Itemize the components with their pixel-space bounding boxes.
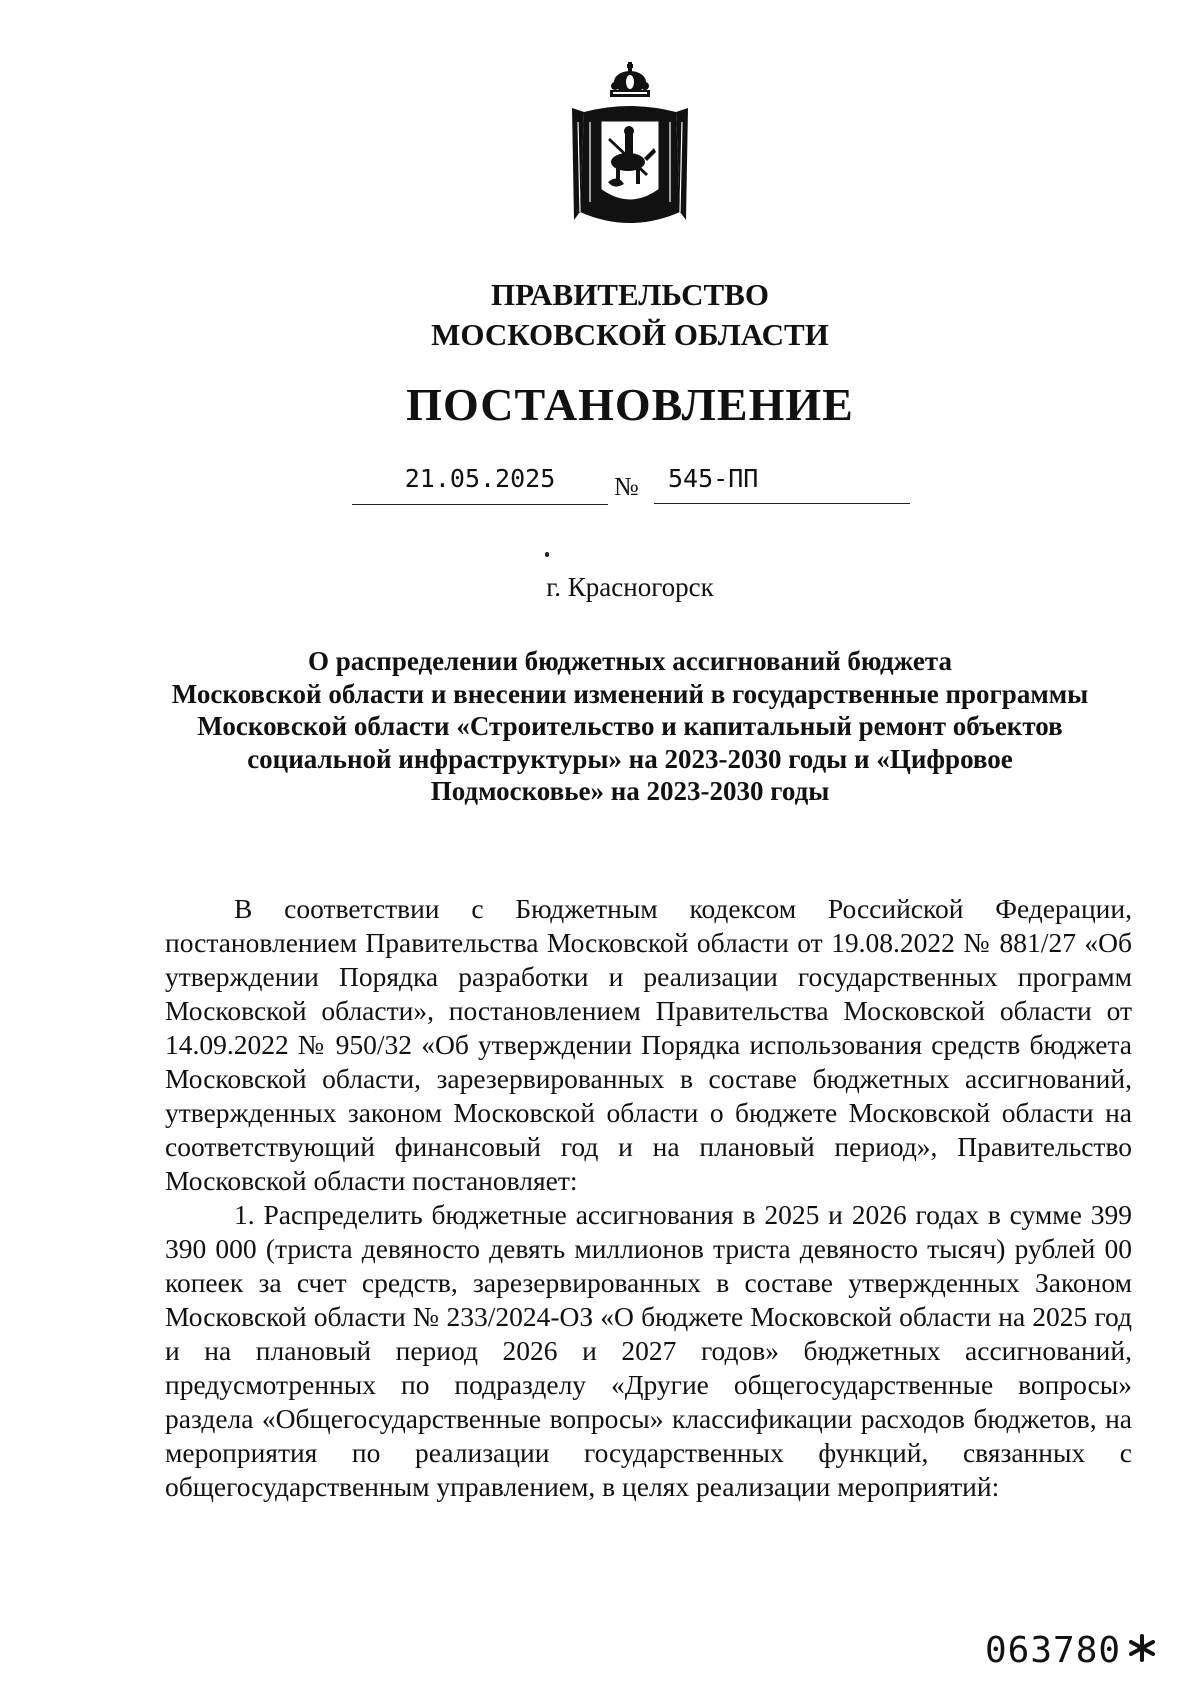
subject-line-4: социальной инфраструктуры» на 2023-2030 годы и «Цифровое <box>247 743 1013 774</box>
asterisk-mark-icon <box>1127 1633 1157 1663</box>
preamble-paragraph: В соответствии с Бюджетным кодексом Российской Федерации, постановлением Правительства Московской области от 19.08.2022 № 881/27 «Об утверждении Порядка разработки и реализации государственных программ Московской области», постановлением Правительства Московской области от 14.09.2022 № 950/32 «Об утверждении Порядка использования средств бюджета Московской области, зарезервированных в составе бюджетных ассигнований, утвержденных законом Московской области о бюджете Московской области на соответствующий финансовый год и на плановый период», Правительство Московской области постановляет: <box>165 893 1132 1196</box>
item-1-paragraph: 1. Распределить бюджетные ассигнования в 2025 и 2026 годах в сумме 399 390 000 (триста девяносто девять миллионов триста девяносто тысяч) рублей 00 копеек за счет средств, зарезервированных в составе утвержденных Законом Московской области № 233/2024-ОЗ «О бюджете Московской области на 2025 год и на плановый период 2026 и 2027 годов» бюджетных ассигнований, предусмотренных по подразделу «Другие общегосударственные вопросы» раздела «Общегосударственные вопросы» классификации расходов бюджетов, на мероприятия по реализации государственных функций, связанных с общегосударственным управлением, в целях реализации мероприятий: <box>165 1199 1132 1502</box>
subject-line-1: О распределении бюджетных ассигнований бюджета <box>308 646 952 676</box>
document-type-heading: ПОСТАНОВЛЕНИЕ <box>406 379 854 430</box>
coat-of-arms-icon <box>570 62 690 240</box>
registration-row <box>352 464 912 512</box>
registration-number: 545-ПП <box>654 464 910 504</box>
document-body <box>165 892 1132 1504</box>
subject-line-3: Московской области «Строительство и капитальный ремонт объектов <box>197 711 1063 741</box>
ink-dot <box>545 552 549 557</box>
number-sign: № <box>614 472 639 501</box>
subject-line-2: Московской области и внесении изменений в государственные программы <box>171 678 1089 709</box>
issuing-authority <box>0 275 1200 355</box>
place-of-issue: г. Красногорск <box>546 572 714 602</box>
authority-line-2: МОСКОВСКОЙ ОБЛАСТИ <box>431 317 829 352</box>
registration-date: 21.05.2025 <box>352 464 608 505</box>
document-subject <box>150 645 1110 808</box>
authority-line-1: ПРАВИТЕЛЬСТВО <box>491 277 769 312</box>
form-serial-number: 063780 <box>985 1630 1122 1671</box>
subject-line-5: Подмосковье» на 2023-2030 годы <box>430 776 830 806</box>
